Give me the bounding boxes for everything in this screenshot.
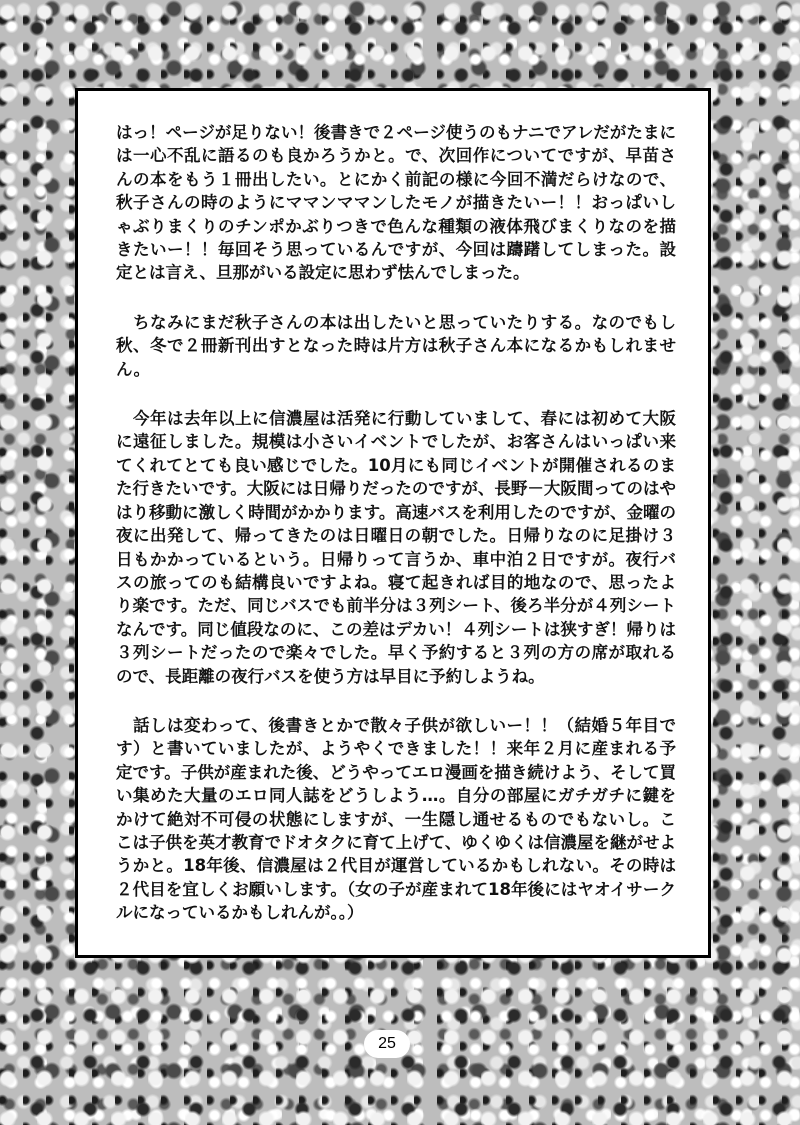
afterword-text-panel <box>75 88 711 958</box>
afterword-paragraph-1: はっ！ページが足りない！後書きで２ページ使うのもナニでアレだがたまには一心不乱に語るのも良かろうかと。で、次回作についてですが、早苗さんの本をもう１冊出したい。とにかく前記の様に今回不満だらけなので、秋子さんの時のようにママンママンしたモノが描きたいー！！おっぱいしゃぶりまくりのチンポかぶりつきで色んな種類の液体飛びまくりなのを描きたいー！！毎回そう思っているんですが、今回は躊躇してしまった。設定とは言え、旦那がいる設定に思わず怯んでしまった。 <box>116 123 676 283</box>
page-number: 25 <box>364 1030 410 1058</box>
afterword-paragraph-4: 話しは変わって、後書きとかで散々子供が欲しいー！！（結婚５年目です）と書いていましたが、ようやくできました！！来年２月に産まれる予定です。子供が産まれた後、どうやってエロ漫画を描き続けよう、そして買い集めた大量のエロ同人誌をどうしよう…。自分の部屋にガチガチに鍵をかけて絶対不可侵の状態にしますが、一生隠し通せるものでもないし。ここは子供を英才教育でドオタクに育て上げて、ゆくゆくは信濃屋を継がせようかと。18年後、信濃屋は２代目が運営しているかもしれない。その時は２代目を宜しくお願いします。（女の子が産まれて18年後にはヤオイサークルになっているかもしれんが。。） <box>116 715 676 923</box>
afterword-paragraph-2: ちなみにまだ秋子さんの本は出したいと思っていたりする。なのでもし秋、冬で２冊新刊出すとなった時は片方は秋子さん本になるかもしれません。 <box>116 312 676 379</box>
afterword-paragraph-3: 今年は去年以上に信濃屋は活発に行動していまして、春には初めて大阪に遠征しました。規模は小さいイベントでしたが、お客さんはいっぱい来てくれてとても良い感じでした。10月にも同じイベントが開催されるのまた行きたいです。大阪には日帰りだったのですが、長野－大阪間ってのはやはり移動に激しく時間がかかります。高速バスを利用したのですが、金曜の夜に出発して、帰ってきたのは日曜日の朝でした。日帰りなのに足掛け３日もかかっているという。日帰りって言うか、車中泊２日ですが。夜行バスの旅ってのも結構良いですよね。寝て起きれば目的地なので、思ったより楽です。ただ、同じバスでも前半分は３列シート、後ろ半分が４列シートなんです。同じ値段なのに、この差はデカい！４列シートは狭すぎ！帰りは３列シートだったので楽々でした。早く予約すると３列の方の席が取れるので、長距離の夜行バスを使う方は早目に予約しようね。 <box>116 409 676 686</box>
